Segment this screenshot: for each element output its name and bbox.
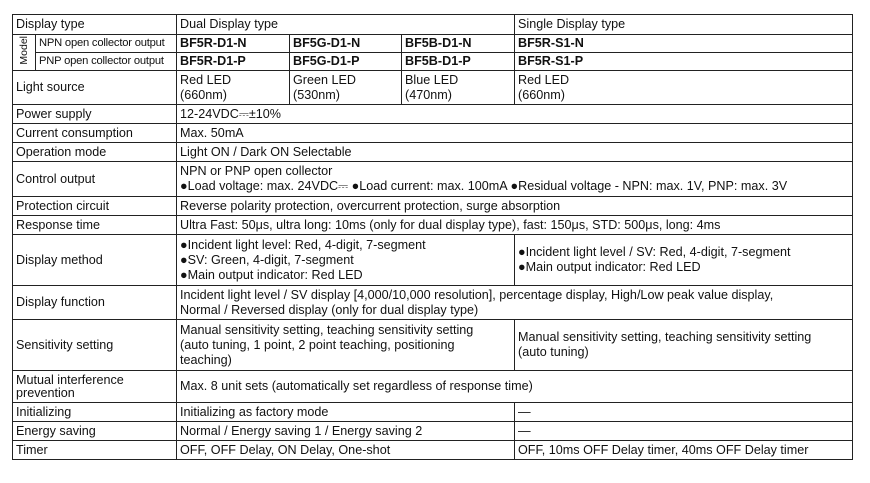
table-row-timer <box>13 441 853 460</box>
mutual-interference-label <box>13 371 177 403</box>
operation-mode-label: Operation mode <box>13 143 177 162</box>
control-output-value <box>177 162 853 197</box>
dual-display-header: Dual Display type <box>177 15 515 35</box>
energy-saving-single: — <box>515 422 853 441</box>
timer-dual: OFF, OFF Delay, ON Delay, One-shot <box>177 441 515 460</box>
model-npn-4: BF5R-S1-N <box>515 35 853 53</box>
table-row-response-time <box>13 216 853 235</box>
single-display-header: Single Display type <box>515 15 853 35</box>
npn-label: NPN open collector output <box>36 35 177 53</box>
control-output-line-1: NPN or PNP open collector <box>180 164 333 178</box>
light-color: Blue LED <box>405 72 459 87</box>
pnp-label: PNP open collector output <box>36 53 177 71</box>
table-row-operation-mode <box>13 143 853 162</box>
light-source-single-red <box>515 71 853 105</box>
initializing-single: — <box>515 403 853 422</box>
energy-saving-dual: Normal / Energy saving 1 / Energy saving 2 <box>177 422 515 441</box>
light-color: Red LED <box>518 72 570 87</box>
sensitivity-setting-single <box>515 320 853 371</box>
table-row-sensitivity-setting <box>13 320 853 371</box>
sensitivity-dual-line: Manual sensitivity setting, teaching sensitivity setting <box>180 322 474 337</box>
response-time-label: Response time <box>13 216 177 235</box>
light-wavelength: (470nm) <box>405 87 452 102</box>
table-row-energy-saving <box>13 422 853 441</box>
current-consumption-value: Max. 50mA <box>177 124 853 143</box>
control-output-label: Control output <box>13 162 177 197</box>
energy-saving-label: Energy saving <box>13 422 177 441</box>
light-wavelength: (660nm) <box>518 87 565 102</box>
light-wavelength: (530nm) <box>293 87 340 102</box>
display-function-value <box>177 286 853 320</box>
table-row-display-method <box>13 235 853 286</box>
model-label: Model <box>18 36 30 65</box>
model-pnp-3: BF5B-D1-P <box>402 53 515 71</box>
light-color: Green LED <box>293 72 357 87</box>
display-method-dual-line: ●Main output indicator: Red LED <box>180 267 363 282</box>
power-supply-label: Power supply <box>13 105 177 124</box>
sensitivity-setting-label: Sensitivity setting <box>13 320 177 371</box>
table-row-header <box>13 15 853 35</box>
light-source-green <box>290 71 402 105</box>
table-row-protection-circuit <box>13 197 853 216</box>
light-source-blue <box>402 71 515 105</box>
model-pnp-2: BF5G-D1-P <box>290 53 402 71</box>
model-label-cell <box>13 35 36 71</box>
table-row-initializing <box>13 403 853 422</box>
display-method-dual <box>177 235 515 286</box>
timer-single: OFF, 10ms OFF Delay timer, 40ms OFF Delay timer <box>515 441 853 460</box>
table-row-control-output <box>13 162 853 197</box>
sensitivity-setting-dual <box>177 320 515 371</box>
display-method-label: Display method <box>13 235 177 286</box>
table-row-display-function <box>13 286 853 320</box>
display-method-dual-line: ●Incident light level: Red, 4-digit, 7-segment <box>180 237 426 252</box>
light-source-red <box>177 71 290 105</box>
initializing-dual: Initializing as factory mode <box>177 403 515 422</box>
response-time-value: Ultra Fast: 50μs, ultra long: 10ms (only for dual display type), fast: 150μs, STD: 500μs, long: 4ms <box>177 216 853 235</box>
mutual-interference-label-line-1: Mutual interference <box>16 372 124 387</box>
table-row-power-supply <box>13 105 853 124</box>
light-color: Red LED <box>180 72 232 87</box>
operation-mode-value: Light ON / Dark ON Selectable <box>177 143 853 162</box>
model-pnp-4: BF5R-S1-P <box>515 53 853 71</box>
timer-label: Timer <box>13 441 177 460</box>
table-row-model-pnp <box>13 53 853 71</box>
sensitivity-dual-line: (auto tuning, 1 point, 2 point teaching, positioning <box>180 337 455 352</box>
table-row-light-source <box>13 71 853 105</box>
model-npn-3: BF5B-D1-N <box>402 35 515 53</box>
mutual-interference-label-line-2: prevention <box>16 385 75 400</box>
display-function-line-2: Normal / Reversed display (only for dual display type) <box>180 302 479 317</box>
initializing-label: Initializing <box>13 403 177 422</box>
current-consumption-label: Current consumption <box>13 124 177 143</box>
light-source-label: Light source <box>13 71 177 105</box>
protection-circuit-value: Reverse polarity protection, overcurrent protection, surge absorption <box>177 197 853 216</box>
spec-table <box>12 14 853 460</box>
model-npn-2: BF5G-D1-N <box>290 35 402 53</box>
display-method-dual-line: ●SV: Green, 4-digit, 7-segment <box>180 252 354 267</box>
model-npn-1: BF5R-D1-N <box>177 35 290 53</box>
table-row-mutual-interference <box>13 371 853 403</box>
display-function-line-1: Incident light level / SV display [4,000/10,000 resolution], percentage display, High/Low peak value display, <box>180 287 774 302</box>
protection-circuit-label: Protection circuit <box>13 197 177 216</box>
table-row-model-npn <box>13 35 853 53</box>
light-wavelength: (660nm) <box>180 87 227 102</box>
mutual-interference-value: Max. 8 unit sets (automatically set regardless of response time) <box>177 371 853 403</box>
model-pnp-1: BF5R-D1-P <box>177 53 290 71</box>
display-method-single <box>515 235 853 286</box>
display-method-single-line: ●Incident light level / SV: Red, 4-digit, 7-segment <box>518 245 791 259</box>
table-row-current-consumption <box>13 124 853 143</box>
power-supply-value: 12-24VDC⎓±10% <box>177 105 853 124</box>
sensitivity-single-line: (auto tuning) <box>518 345 589 359</box>
display-method-single-line: ●Main output indicator: Red LED <box>518 260 701 274</box>
display-type-label: Display type <box>13 15 177 35</box>
sensitivity-single-line: Manual sensitivity setting, teaching sensitivity setting <box>518 330 812 344</box>
control-output-line-2: ●Load voltage: max. 24VDC⎓ ●Load current: max. 100mA ●Residual voltage - NPN: max. 1V, PNP: max. 3V <box>180 179 788 193</box>
display-function-label: Display function <box>13 286 177 320</box>
sensitivity-dual-line: teaching) <box>180 352 232 367</box>
